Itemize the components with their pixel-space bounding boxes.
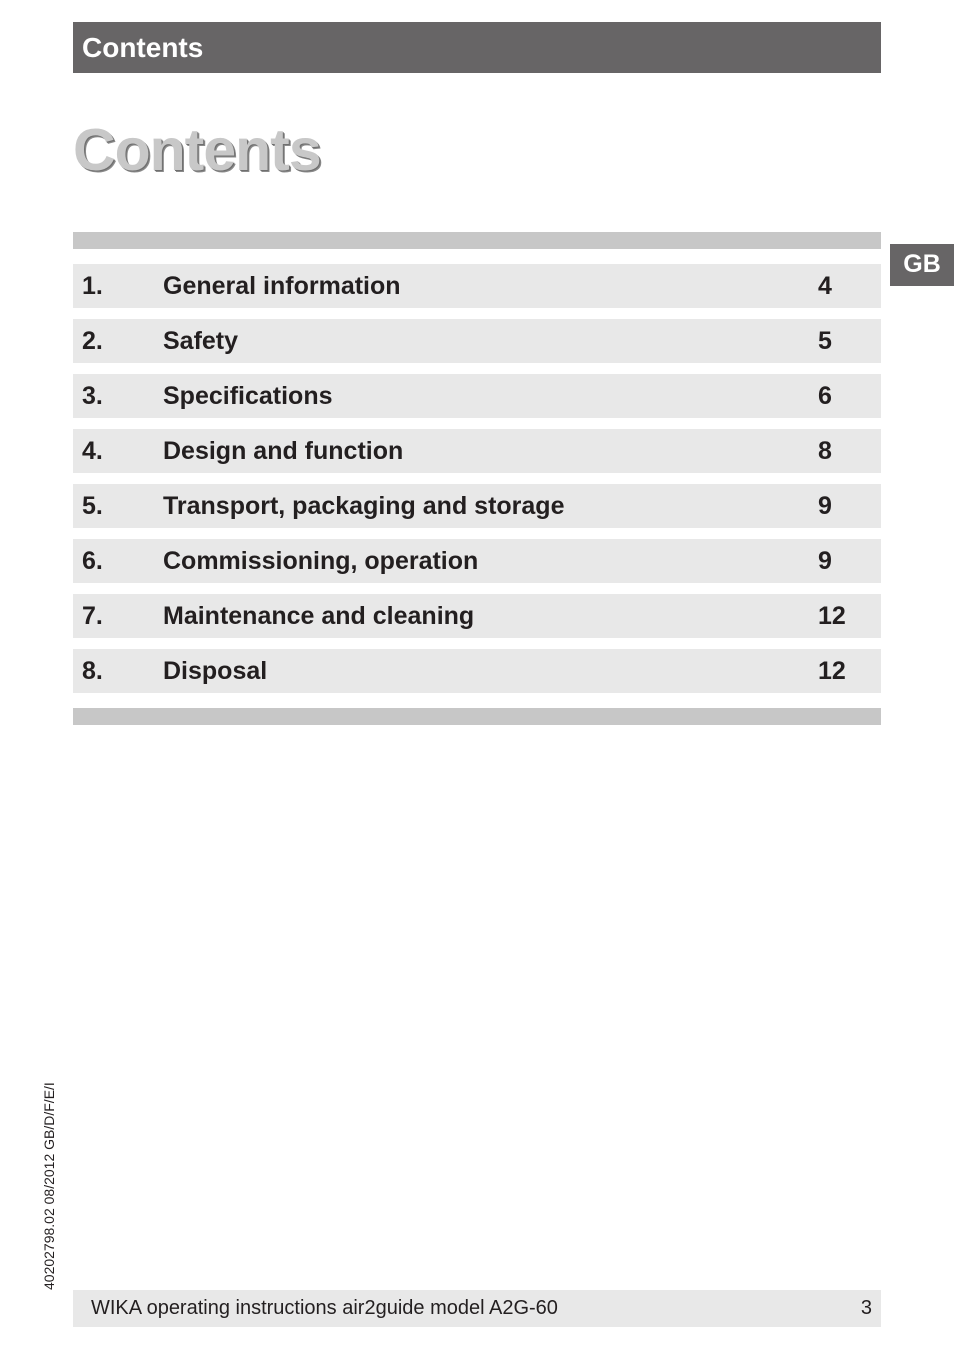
toc-row: [73, 484, 881, 528]
page-title: Contents: [73, 117, 321, 183]
footer-text: WIKA operating instructions air2guide model A2G-60: [91, 1297, 558, 1319]
toc-row: [73, 264, 881, 308]
page-footer: [73, 1290, 881, 1327]
document-code: 40202798.02 08/2012 GB/D/F/E/I: [41, 1082, 57, 1290]
toc-row: [73, 539, 881, 583]
toc-row: [73, 374, 881, 418]
toc-page: 5: [818, 327, 832, 355]
toc-title: Safety: [163, 327, 239, 355]
section-header-label: Contents: [82, 32, 204, 63]
section-header: [73, 22, 881, 73]
toc-page: 9: [818, 492, 832, 520]
footer-page-number: 3: [860, 1297, 872, 1319]
toc-title: Transport, packaging and storage: [163, 492, 565, 520]
toc-number: 5.: [82, 492, 103, 520]
toc-number: 2.: [82, 327, 103, 355]
toc-number: 1.: [82, 272, 103, 300]
toc-title: Specifications: [163, 382, 333, 410]
toc-row: [73, 594, 881, 638]
toc-row: [73, 649, 881, 693]
toc-number: 6.: [82, 547, 103, 575]
toc-title: Maintenance and cleaning: [163, 602, 475, 630]
toc-page: 9: [818, 547, 832, 575]
toc-bottom-divider: [73, 708, 881, 725]
toc-title: Design and function: [163, 437, 404, 465]
toc-number: 8.: [82, 657, 103, 685]
toc-row: [73, 319, 881, 363]
toc-page: 12: [818, 602, 846, 630]
toc-title: Commissioning, operation: [163, 547, 479, 575]
toc-page: 8: [818, 437, 832, 465]
language-tab: GB: [890, 244, 954, 286]
toc-row: [73, 429, 881, 473]
toc-title: Disposal: [163, 657, 268, 685]
toc-number: 3.: [82, 382, 103, 410]
toc-page: 12: [818, 657, 846, 685]
toc-number: 7.: [82, 602, 103, 630]
toc-title: General information: [163, 272, 401, 300]
table-of-contents: [73, 264, 881, 704]
toc-page: 4: [818, 272, 832, 300]
toc-top-divider: [73, 232, 881, 249]
toc-page: 6: [818, 382, 832, 410]
toc-number: 4.: [82, 437, 103, 465]
